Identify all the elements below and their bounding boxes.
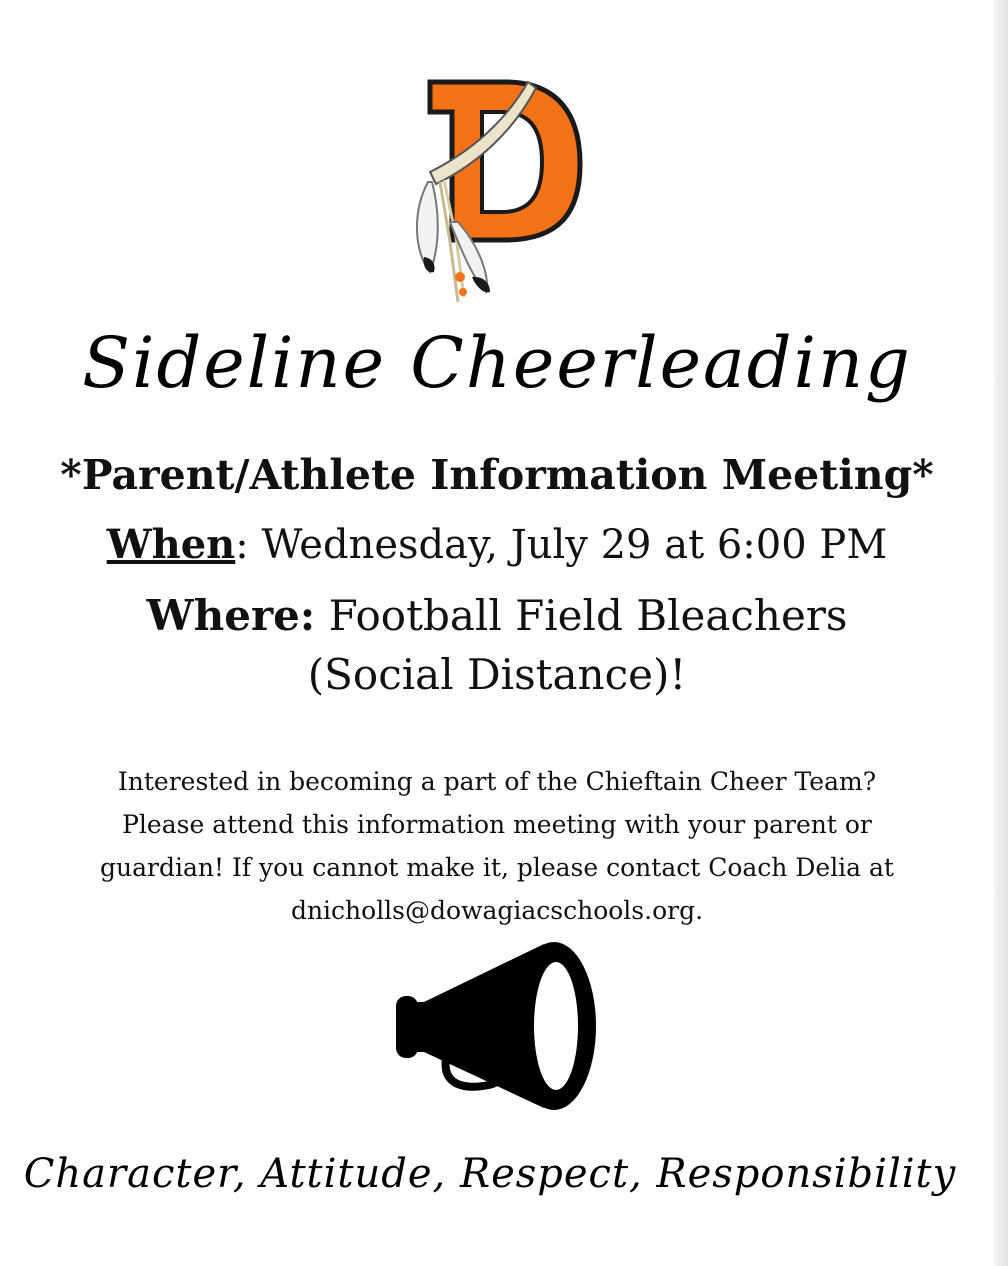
paragraph-line: guardian! If you cannot make it, please contact Coach Delia at	[100, 853, 894, 882]
d-feather-logo	[410, 72, 590, 312]
when-colon: :	[235, 522, 249, 568]
meeting-where	[0, 588, 994, 644]
where-label: Where:	[146, 591, 316, 640]
page-edge-shadow	[994, 0, 1008, 1266]
where-note: (Social Distance)!	[307, 650, 687, 699]
when-label: When	[106, 521, 236, 568]
meeting-heading: *Parent/Athlete Information Meeting*	[60, 451, 934, 499]
paragraph-line: dnicholls@dowagiacschools.org.	[290, 896, 704, 925]
where-value: Football Field Bleachers	[315, 591, 848, 640]
megaphone-icon	[394, 940, 604, 1112]
flyer-title: Sideline Cheerleading	[82, 322, 912, 404]
paragraph-line: Interested in becoming a part of the Chieftain Cheer Team?	[117, 767, 877, 796]
when-value: Wednesday, July 29 at 6:00 PM	[248, 522, 888, 568]
info-paragraph	[0, 760, 994, 932]
motto: Character, Attitude, Respect, Responsibility	[23, 1151, 957, 1197]
paragraph-line: Please attend this information meeting with your parent or	[122, 810, 872, 839]
meeting-when	[0, 517, 994, 573]
